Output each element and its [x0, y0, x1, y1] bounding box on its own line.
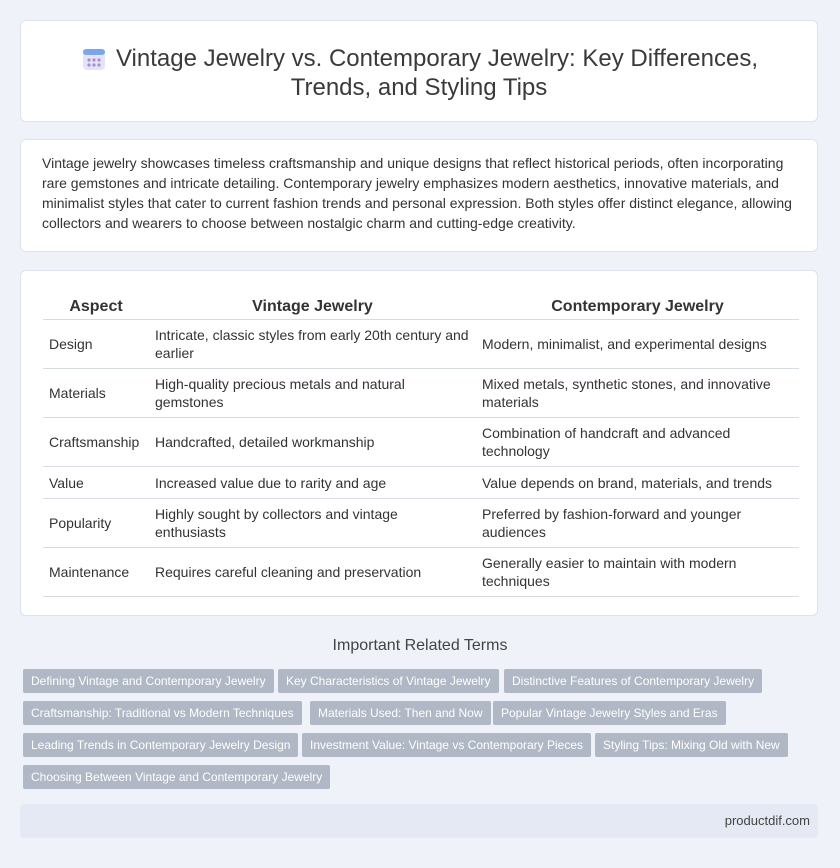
page-title-line1: Vintage Jewelry vs. Contemporary Jewelry: Key Differences, — [115, 45, 759, 72]
table-cell: Intricate, classic styles from early 20th century and earlier — [149, 320, 476, 369]
related-term-tag[interactable]: Popular Vintage Jewelry Styles and Eras — [493, 701, 726, 725]
table-header-row — [43, 295, 799, 320]
table-cell: Preferred by fashion-forward and younger audiences — [476, 499, 799, 548]
table-row — [43, 548, 799, 597]
related-term-tag[interactable]: Distinctive Features of Contemporary Jewelry — [504, 669, 762, 693]
footer-site-link[interactable]: productdif.com — [724, 813, 810, 828]
table-cell: Combination of handcraft and advanced technology — [476, 418, 799, 467]
column-header: Contemporary Jewelry — [476, 295, 799, 320]
table-row — [43, 418, 799, 467]
table-cell: Modern, minimalist, and experimental designs — [476, 320, 799, 369]
table-cell: Materials — [43, 369, 149, 418]
related-term-tag[interactable]: Materials Used: Then and Now — [310, 701, 491, 725]
related-term-tag[interactable]: Styling Tips: Mixing Old with New — [595, 733, 788, 757]
table-cell: Handcrafted, detailed workmanship — [149, 418, 476, 467]
table-cell: Popularity — [43, 499, 149, 548]
footer — [20, 804, 818, 838]
related-term-tag[interactable]: Leading Trends in Contemporary Jewelry Design — [23, 733, 298, 757]
table-cell: Highly sought by collectors and vintage enthusiasts — [149, 499, 476, 548]
comparison-table — [43, 295, 799, 597]
related-term-tag[interactable]: Investment Value: Vintage vs Contemporary Pieces — [302, 733, 591, 757]
table-cell: Increased value due to rarity and age — [149, 467, 476, 499]
page-title-line2: Trends, and Styling Tips — [290, 74, 548, 101]
related-term-tag[interactable]: Key Characteristics of Vintage Jewelry — [278, 669, 499, 693]
table-cell: Maintenance — [43, 548, 149, 597]
comparison-table-card — [20, 270, 818, 616]
related-terms-title: Important Related Terms — [332, 637, 508, 654]
intro-card — [20, 139, 818, 252]
page-title — [21, 44, 817, 102]
header-card — [20, 20, 818, 122]
table-cell: Mixed metals, synthetic stones, and innovative materials — [476, 369, 799, 418]
table-cell: Generally easier to maintain with modern techniques — [476, 548, 799, 597]
table-row — [43, 499, 799, 548]
table-row — [43, 320, 799, 369]
related-term-tag[interactable]: Craftsmanship: Traditional vs Modern Techniques — [23, 701, 302, 725]
related-term-tag[interactable]: Choosing Between Vintage and Contemporary Jewelry — [23, 765, 330, 789]
table-cell: Requires careful cleaning and preservation — [149, 548, 476, 597]
column-header: Aspect — [43, 295, 149, 320]
table-cell: Design — [43, 320, 149, 369]
table-cell: Craftsmanship — [43, 418, 149, 467]
table-row — [43, 369, 799, 418]
intro-text: Vintage jewelry showcases timeless craftsmanship and unique designs that reflect historical periods, often incorporating rare gemstones and intricate detailing. Contemporary jewelry emphasizes modern aesthetics, innovative materials, and minimalist styles that cater to current fashion trends and personal expression. Both styles offer distinct elegance, allowing collectors and wearers to choose between nostalgic charm and cutting-edge creativity. — [42, 155, 792, 231]
related-term-tag[interactable]: Defining Vintage and Contemporary Jewelry — [23, 669, 274, 693]
table-cell: Value — [43, 467, 149, 499]
table-row — [43, 467, 799, 499]
table-cell: Value depends on brand, materials, and trends — [476, 467, 799, 499]
column-header: Vintage Jewelry — [149, 295, 476, 320]
table-cell: High-quality precious metals and natural gemstones — [149, 369, 476, 418]
